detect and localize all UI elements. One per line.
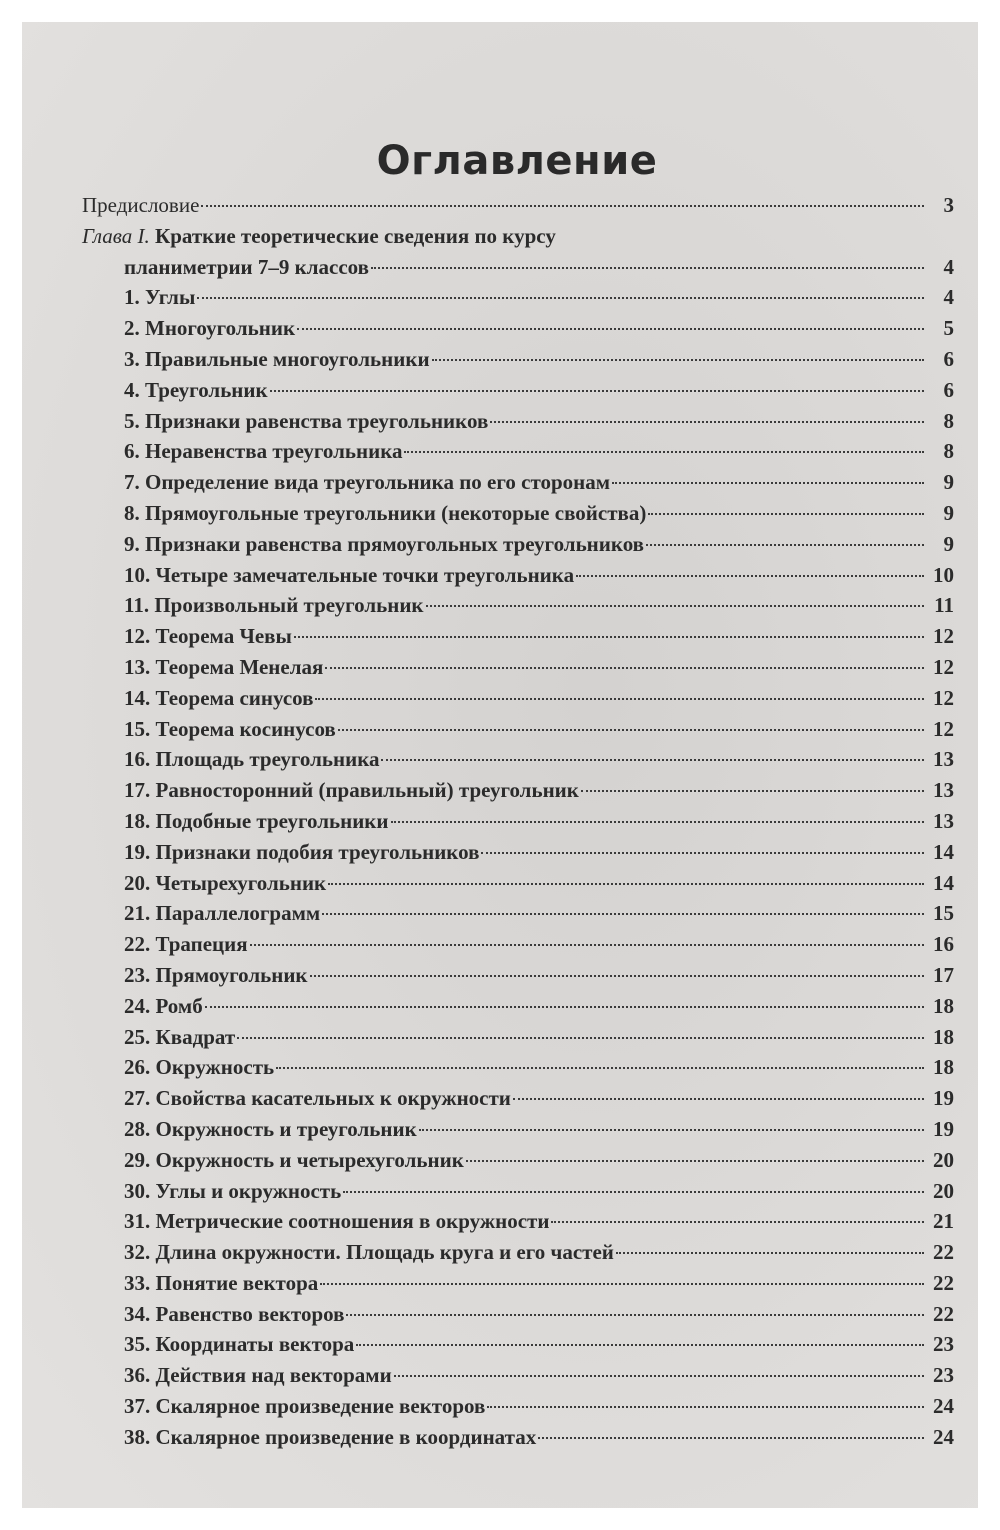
toc-entry-label: 5. Признаки равенства треугольников	[124, 408, 489, 433]
toc-entry-label: 1. Углы	[124, 285, 196, 310]
toc-entry[interactable]	[82, 467, 954, 498]
dot-leader	[481, 852, 924, 854]
toc-entry[interactable]	[82, 868, 954, 899]
toc-entry[interactable]	[82, 1114, 954, 1145]
toc-entry-label: 35. Координаты вектора	[124, 1332, 355, 1357]
toc-entry-page: 8	[943, 439, 954, 464]
toc-entry[interactable]	[82, 683, 954, 714]
toc-entry-label: 14. Теорема синусов	[124, 685, 314, 710]
dot-leader	[391, 821, 925, 823]
toc-entry-label: 16. Площадь треугольника	[124, 747, 380, 772]
toc-entry[interactable]	[82, 652, 954, 683]
dot-leader	[581, 790, 924, 792]
toc-entry-page: 9	[943, 470, 954, 495]
toc-entry[interactable]	[82, 1391, 954, 1422]
toc-entry-page: 12	[933, 624, 954, 649]
toc-entry-page: 20	[933, 1147, 954, 1172]
toc-entry-label: 25. Квадрат	[124, 1024, 236, 1049]
toc-entry[interactable]	[82, 837, 954, 868]
toc-entry-label: 26. Окружность	[124, 1055, 275, 1080]
toc-entry-page: 4	[943, 285, 954, 310]
toc-entry-label: 17. Равносторонний (правильный) треугольник	[124, 778, 579, 803]
page-title: Оглавление	[376, 138, 658, 184]
toc-entry-label: 29. Окружность и четырехугольник	[124, 1147, 464, 1172]
toc-entry[interactable]	[82, 991, 954, 1022]
toc-entry-page: 3	[943, 193, 954, 217]
toc-entry-label: Предисловие	[82, 193, 200, 217]
toc-entry-page: 10	[933, 562, 954, 587]
dot-leader	[310, 975, 924, 977]
dot-leader	[394, 1375, 924, 1377]
toc-entry[interactable]	[82, 775, 954, 806]
toc-entry-label: 10. Четыре замечательные точки треугольника	[124, 562, 575, 587]
toc-entry-page: 12	[933, 716, 954, 741]
toc-entry-label: 22. Трапеция	[124, 932, 248, 957]
dot-leader	[490, 421, 924, 423]
dot-leader	[466, 1160, 924, 1162]
toc-entry[interactable]	[82, 621, 954, 652]
dot-leader	[294, 636, 924, 638]
toc-entry-label: 38. Скалярное произведение в координатах	[124, 1424, 537, 1449]
dot-leader	[648, 513, 924, 515]
toc-entry-page: 18	[933, 1024, 954, 1049]
toc-entry-page: 12	[933, 654, 954, 679]
dot-leader	[513, 1098, 924, 1100]
toc-entry-page: 19	[933, 1116, 954, 1141]
toc-entry-page: 13	[933, 778, 954, 803]
toc-entry[interactable]	[82, 375, 954, 406]
dot-leader	[237, 1037, 924, 1039]
toc-entry-label: 7. Определение вида треугольника по его сторонам	[124, 470, 611, 495]
dot-leader	[346, 1314, 924, 1316]
toc-entry[interactable]	[82, 1083, 954, 1114]
toc-entry[interactable]	[82, 1206, 954, 1237]
toc-entry-label: 31. Метрические соотношения в окружности	[124, 1209, 550, 1234]
toc-entry-page: 9	[943, 531, 954, 556]
toc-entry[interactable]	[82, 960, 954, 991]
dot-leader	[250, 944, 924, 946]
toc-entry-page: 9	[943, 500, 954, 525]
dot-leader	[646, 544, 924, 546]
dot-leader	[343, 1191, 924, 1193]
toc-entry-label: 27. Свойства касательных к окружности	[124, 1086, 511, 1111]
toc-entry-page: 22	[933, 1301, 954, 1326]
dot-leader	[325, 667, 924, 669]
dot-leader	[328, 883, 924, 885]
toc-chapter-heading[interactable]	[82, 221, 954, 252]
toc-entry-label: 36. Действия над векторами	[124, 1363, 392, 1388]
toc-entry-label: 33. Понятие вектора	[124, 1270, 319, 1295]
toc-entry[interactable]	[82, 313, 954, 344]
toc-entry-label: 18. Подобные треугольники	[124, 808, 389, 833]
dot-leader	[616, 1252, 924, 1254]
toc-entry[interactable]	[82, 1022, 954, 1053]
toc-section-list	[82, 282, 954, 1452]
toc-entry-label: 19. Признаки подобия треугольников	[124, 839, 480, 864]
dot-leader	[426, 605, 924, 607]
toc-entry-label: 3. Правильные многоугольники	[124, 346, 430, 371]
dot-leader	[371, 267, 924, 269]
toc-entry-label: 30. Углы и окружность	[124, 1178, 342, 1203]
toc-entry[interactable]	[82, 744, 954, 775]
toc-entry-label: 11. Произвольный треугольник	[124, 593, 424, 618]
toc-entry-page: 24	[933, 1424, 954, 1449]
toc-entry[interactable]	[82, 929, 954, 960]
toc-entry[interactable]	[82, 406, 954, 437]
toc-entry[interactable]	[82, 1422, 954, 1453]
toc-entry[interactable]	[82, 1237, 954, 1268]
toc-entry[interactable]	[82, 898, 954, 929]
toc-entry-page: 14	[933, 839, 954, 864]
toc-entry-page: 17	[933, 962, 954, 987]
toc-entry-page: 4	[943, 254, 954, 279]
toc-entry-label: 4. Треугольник	[124, 377, 268, 402]
toc-entry-page: 15	[933, 901, 954, 926]
dot-leader	[432, 359, 924, 361]
toc-entry-label: 37. Скалярное произведение векторов	[124, 1394, 486, 1419]
toc-entry-page: 19	[933, 1086, 954, 1111]
toc-entry[interactable]	[82, 560, 954, 591]
dot-leader	[322, 913, 924, 915]
dot-leader	[419, 1129, 924, 1131]
toc-entry-page: 24	[933, 1394, 954, 1419]
toc-entry-page: 11	[934, 593, 954, 618]
dot-leader	[315, 698, 924, 700]
toc-entry[interactable]	[82, 1299, 954, 1330]
toc-entry-page: 6	[943, 377, 954, 402]
toc-entry-preface[interactable]	[82, 190, 954, 221]
toc-entry-page: 14	[933, 870, 954, 895]
dot-leader	[338, 729, 924, 731]
dot-leader	[297, 328, 924, 330]
toc-entry-label: 8. Прямоугольные треугольники (некоторые свойства)	[124, 500, 647, 525]
dot-leader	[381, 759, 924, 761]
table-of-contents	[82, 190, 954, 1453]
toc-entry[interactable]	[82, 529, 954, 560]
dot-leader	[205, 1006, 924, 1008]
toc-entry[interactable]	[82, 436, 954, 467]
toc-chapter-heading-cont[interactable]	[82, 252, 954, 283]
toc-entry-page: 13	[933, 808, 954, 833]
toc-entry[interactable]	[82, 714, 954, 745]
dot-leader	[276, 1067, 924, 1069]
toc-entry-page: 13	[933, 747, 954, 772]
toc-entry[interactable]	[82, 344, 954, 375]
toc-entry-page: 8	[943, 408, 954, 433]
toc-entry[interactable]	[82, 1176, 954, 1207]
toc-entry-page: 16	[933, 932, 954, 957]
toc-entry-page: 22	[933, 1240, 954, 1265]
toc-entry-page: 21	[933, 1209, 954, 1234]
toc-entry-label: 9. Признаки равенства прямоугольных треугольников	[124, 531, 645, 556]
toc-entry-page: 12	[933, 685, 954, 710]
toc-entry-label: 12. Теорема Чевы	[124, 624, 292, 649]
chapter-title-line2: планиметрии 7–9 классов	[124, 254, 369, 279]
dot-leader	[538, 1437, 924, 1439]
toc-entry-label: 20. Четырехугольник	[124, 870, 327, 895]
toc-entry-label: 32. Длина окружности. Площадь круга и его частей	[124, 1240, 614, 1265]
dot-leader	[612, 482, 924, 484]
toc-entry-page: 23	[933, 1332, 954, 1357]
toc-entry[interactable]	[82, 1052, 954, 1083]
toc-entry-label: 34. Равенство векторов	[124, 1301, 345, 1326]
toc-entry[interactable]	[82, 1329, 954, 1360]
toc-entry-page: 5	[943, 316, 954, 341]
toc-entry-label: 6. Неравенства треугольника	[124, 439, 403, 464]
toc-entry-label: 24. Ромб	[124, 993, 203, 1018]
dot-leader	[197, 297, 924, 299]
toc-entry-label: 23. Прямоугольник	[124, 962, 308, 987]
toc-entry[interactable]	[82, 1360, 954, 1391]
toc-entry-label: 13. Теорема Менелая	[124, 654, 324, 679]
toc-entry-page: 18	[933, 993, 954, 1018]
dot-leader	[576, 575, 924, 577]
toc-entry[interactable]	[82, 1268, 954, 1299]
dot-leader	[201, 205, 924, 207]
dot-leader	[487, 1406, 924, 1408]
toc-entry-page: 20	[933, 1178, 954, 1203]
toc-entry-label: 15. Теорема косинусов	[124, 716, 336, 741]
dot-leader	[551, 1221, 924, 1223]
dot-leader	[270, 390, 924, 392]
toc-entry-label: 21. Параллелограмм	[124, 901, 321, 926]
toc-entry-label: 2. Многоугольник	[124, 316, 296, 341]
toc-entry-label: 28. Окружность и треугольник	[124, 1116, 417, 1141]
chapter-prefix: Глава I.	[82, 223, 150, 248]
toc-entry-page: 22	[933, 1270, 954, 1295]
toc-entry-page: 18	[933, 1055, 954, 1080]
chapter-title-line1: Краткие теоретические сведения по курсу	[154, 223, 556, 248]
dot-leader	[404, 451, 924, 453]
toc-entry-page: 6	[943, 346, 954, 371]
toc-entry[interactable]	[82, 806, 954, 837]
toc-entry[interactable]	[82, 590, 954, 621]
toc-entry[interactable]	[82, 282, 954, 313]
book-page	[22, 22, 978, 1508]
dot-leader	[356, 1344, 924, 1346]
dot-leader	[320, 1283, 924, 1285]
toc-entry-page: 23	[933, 1363, 954, 1388]
toc-entry[interactable]	[82, 1145, 954, 1176]
toc-entry[interactable]	[82, 498, 954, 529]
